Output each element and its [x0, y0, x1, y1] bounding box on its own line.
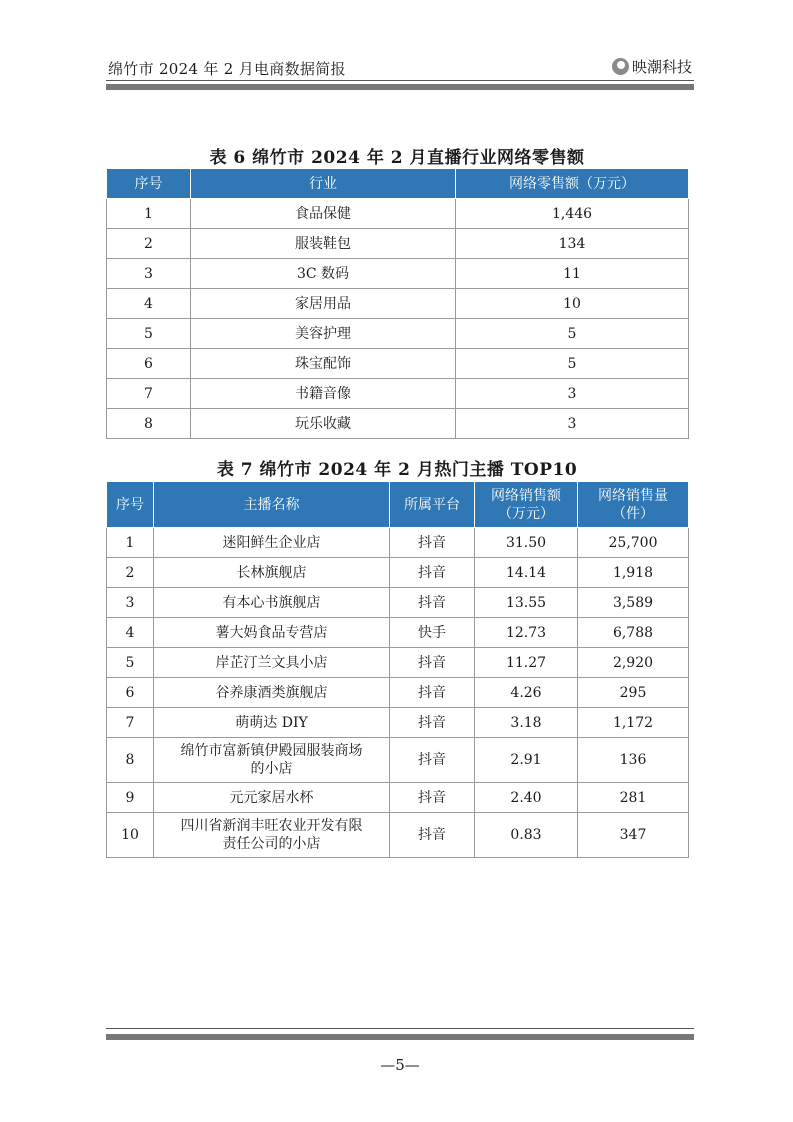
- table-cell: 服装鞋包: [191, 229, 456, 259]
- table-cell: 281: [578, 783, 689, 813]
- table-cell: 5: [107, 319, 191, 349]
- table-cell: 8: [107, 409, 191, 439]
- table-row: [107, 783, 689, 813]
- table-row: [107, 409, 689, 439]
- table-cell: 2,920: [578, 648, 689, 678]
- table7-column-header: 所属平台: [390, 482, 475, 528]
- footer-rule-thin: [106, 1028, 694, 1029]
- table-cell: 书籍音像: [191, 379, 456, 409]
- table-cell: 2: [107, 558, 154, 588]
- table-cell: 珠宝配饰: [191, 349, 456, 379]
- table-cell: 薯大妈食品专营店: [154, 618, 390, 648]
- table-cell: 8: [107, 738, 154, 783]
- table-cell: 3: [456, 409, 689, 439]
- table-row: [107, 648, 689, 678]
- table-cell: 4: [107, 618, 154, 648]
- table-cell: 3.18: [475, 708, 578, 738]
- table-cell: 绵竹市富新镇伊殿园服装商场 的小店: [154, 738, 390, 783]
- table7-body: [107, 528, 689, 858]
- table-cell: 4: [107, 289, 191, 319]
- table7-caption: 表 7 绵竹市 2024 年 2 月热门主播 TOP10: [216, 460, 578, 480]
- table-cell: 5: [456, 319, 689, 349]
- report-title: 绵竹市 2024 年 2 月电商数据简报: [108, 60, 346, 78]
- table6-caption: 表 6 绵竹市 2024 年 2 月直播行业网络零售额: [209, 148, 585, 168]
- table-row: [107, 259, 689, 289]
- table-row: [107, 379, 689, 409]
- table-cell: 3,589: [578, 588, 689, 618]
- table-cell: 岸芷汀兰文具小店: [154, 648, 390, 678]
- table-cell: 家居用品: [191, 289, 456, 319]
- table-row: [107, 199, 689, 229]
- table-cell: 5: [456, 349, 689, 379]
- table-cell: 有本心书旗舰店: [154, 588, 390, 618]
- table-cell: 食品保健: [191, 199, 456, 229]
- table-row: [107, 618, 689, 648]
- table-cell: 萌萌达 DIY: [154, 708, 390, 738]
- table-cell: 2.91: [475, 738, 578, 783]
- table-cell: 11.27: [475, 648, 578, 678]
- table-cell: 6: [107, 349, 191, 379]
- header-rule-thick: [106, 84, 694, 90]
- table-cell: 谷养康酒类旗舰店: [154, 678, 390, 708]
- table-cell: 元元家居水杯: [154, 783, 390, 813]
- table-row: [107, 588, 689, 618]
- table-row: [107, 319, 689, 349]
- table6-column-header: 行业: [191, 169, 456, 199]
- table7-column-header: 序号: [107, 482, 154, 528]
- table-cell: 295: [578, 678, 689, 708]
- table-row: [107, 289, 689, 319]
- table-cell: 抖音: [390, 678, 475, 708]
- table-cell: 抖音: [390, 813, 475, 858]
- table-cell: 1,172: [578, 708, 689, 738]
- table7-column-header: 主播名称: [154, 482, 390, 528]
- table-row: [107, 738, 689, 783]
- table-cell: 136: [578, 738, 689, 783]
- table-row: [107, 229, 689, 259]
- table-cell: 10: [107, 813, 154, 858]
- table-row: [107, 349, 689, 379]
- table-cell: 2.40: [475, 783, 578, 813]
- table-cell: 3C 数码: [191, 259, 456, 289]
- table-cell: 7: [107, 379, 191, 409]
- brand-logo: [612, 56, 692, 77]
- table-cell: 1: [107, 199, 191, 229]
- table-cell: 抖音: [390, 708, 475, 738]
- table-cell: 7: [107, 708, 154, 738]
- brand-logo-icon: [612, 58, 629, 75]
- table6-header-row: [107, 169, 689, 199]
- table-cell: 0.83: [475, 813, 578, 858]
- table7-top-streamers: [106, 481, 689, 858]
- table-cell: 1,918: [578, 558, 689, 588]
- table-cell: 134: [456, 229, 689, 259]
- table-cell: 31.50: [475, 528, 578, 558]
- table-cell: 9: [107, 783, 154, 813]
- table-cell: 抖音: [390, 738, 475, 783]
- table-row: [107, 528, 689, 558]
- table-cell: 3: [107, 259, 191, 289]
- table-cell: 6: [107, 678, 154, 708]
- table-cell: 3: [456, 379, 689, 409]
- table-row: [107, 558, 689, 588]
- table-cell: 10: [456, 289, 689, 319]
- page-number: —5—: [380, 1056, 420, 1074]
- table-cell: 25,700: [578, 528, 689, 558]
- table-cell: 长林旗舰店: [154, 558, 390, 588]
- table-cell: 4.26: [475, 678, 578, 708]
- table-cell: 347: [578, 813, 689, 858]
- footer-rule-thick: [106, 1034, 694, 1040]
- table-row: [107, 708, 689, 738]
- table-cell: 1,446: [456, 199, 689, 229]
- brand-name: 映潮科技: [631, 58, 692, 76]
- table6-body: [107, 199, 689, 439]
- page-header: [106, 52, 694, 82]
- table-cell: 四川省新润丰旺农业开发有限 责任公司的小店: [154, 813, 390, 858]
- table-cell: 13.55: [475, 588, 578, 618]
- table7-header-row: [107, 482, 689, 528]
- table-cell: 12.73: [475, 618, 578, 648]
- table-cell: 抖音: [390, 783, 475, 813]
- table-cell: 抖音: [390, 558, 475, 588]
- table-cell: 抖音: [390, 588, 475, 618]
- header-rule-thin: [106, 80, 694, 81]
- table-cell: 6,788: [578, 618, 689, 648]
- table-cell: 2: [107, 229, 191, 259]
- table-cell: 5: [107, 648, 154, 678]
- table7-column-header: 网络销售额 （万元）: [475, 482, 578, 528]
- table-cell: 14.14: [475, 558, 578, 588]
- table6-livestream-retail: [106, 168, 689, 439]
- table-cell: 抖音: [390, 648, 475, 678]
- table-cell: 迷阳鲜生企业店: [154, 528, 390, 558]
- table-cell: 3: [107, 588, 154, 618]
- table-row: [107, 678, 689, 708]
- table-row: [107, 813, 689, 858]
- table-cell: 1: [107, 528, 154, 558]
- table6-column-header: 序号: [107, 169, 191, 199]
- table6-column-header: 网络零售额（万元）: [456, 169, 689, 199]
- table-cell: 美容护理: [191, 319, 456, 349]
- table7-column-header: 网络销售量 （件）: [578, 482, 689, 528]
- table-cell: 玩乐收藏: [191, 409, 456, 439]
- table-cell: 11: [456, 259, 689, 289]
- table-cell: 抖音: [390, 528, 475, 558]
- table-cell: 快手: [390, 618, 475, 648]
